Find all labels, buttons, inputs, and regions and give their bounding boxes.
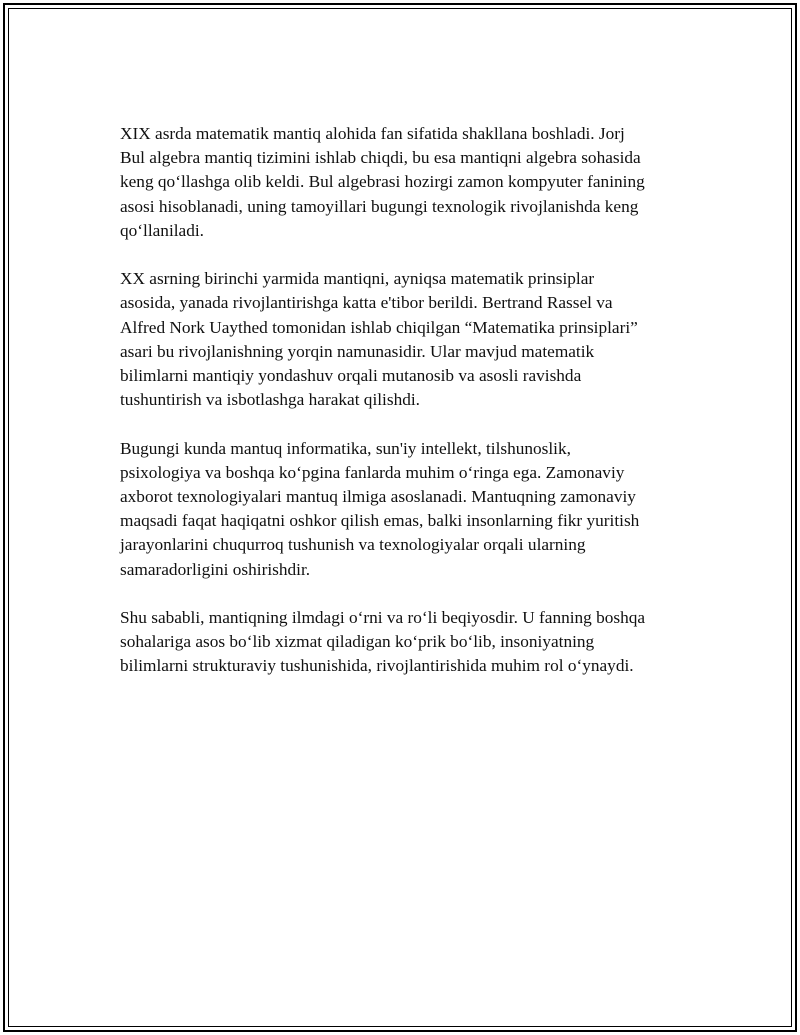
document-body <box>120 122 700 703</box>
paragraph-line: sohalariga asos bo‘lib xizmat qiladigan ko‘prik bo‘lib, insoniyatning <box>120 632 595 652</box>
paragraph-1 <box>120 122 700 243</box>
paragraph-line: Shu sababli, mantiqning ilmdagi o‘rni va ro‘li beqiyosdir. U fanning boshqa <box>120 608 646 628</box>
paragraph-4 <box>120 606 700 679</box>
paragraph-line: asari bu rivojlanishning yorqin namunasidir. Ular mavjud matematik <box>120 341 595 361</box>
page-frame <box>3 3 797 1032</box>
paragraph-line: bilimlarni mantiqiy yondashuv orqali mutanosib va asosli ravishda <box>120 366 582 386</box>
paragraph-line: XIX asrda matematik mantiq alohida fan sifatida shakllana boshladi. Jorj <box>120 124 625 143</box>
paragraph-line: samaradorligini oshirishdir. <box>120 559 311 579</box>
paragraph-line: jarayonlarini chuqurroq tushunish va texnologiyalar orqali ularning <box>120 535 586 555</box>
paragraph-line: axborot texnologiyalari mantuq ilmiga asoslanadi. Mantuqning zamonaviy <box>120 487 636 507</box>
paragraph-line: Alfred Nork Uaythed tomonidan ishlab chiqilgan “Matematika prinsiplari” <box>120 317 638 337</box>
paragraph-3 <box>120 437 700 582</box>
paragraph-line: psixologiya va boshqa ko‘pgina fanlarda muhim o‘ringa ega. Zamonaviy <box>120 462 625 482</box>
paragraph-line: keng qo‘llashga olib keldi. Bul algebrasi hozirgi zamon kompyuter fanining <box>120 172 645 192</box>
paragraph-line: bilimlarni strukturaviy tushunishida, rivojlantirishida muhim rol o‘ynaydi. <box>120 656 634 676</box>
paragraph-line: Bul algebra mantiq tizimini ishlab chiqdi, bu esa mantiqni algebra sohasida <box>120 148 641 168</box>
paragraph-line: asosida, yanada rivojlantirishga katta e'tibor berildi. Bertrand Rassel va <box>120 293 613 313</box>
paragraph-line: asosi hisoblanadi, uning tamoyillari bugungi texnologik rivojlanishda keng <box>120 196 639 216</box>
paragraph-line: qo‘llaniladi. <box>120 220 204 240</box>
paragraph-line: tushuntirish va isbotlashga harakat qilishdi. <box>120 390 420 410</box>
paragraph-line: XX asrning birinchi yarmida mantiqni, ayniqsa matematik prinsiplar <box>120 269 595 289</box>
paragraph-2 <box>120 267 700 412</box>
paragraph-line: Bugungi kunda mantuq informatika, sun'iy intellekt, tilshunoslik, <box>120 438 571 458</box>
paragraph-line: maqsadi faqat haqiqatni oshkor qilish emas, balki insonlarning fikr yuritish <box>120 511 640 531</box>
